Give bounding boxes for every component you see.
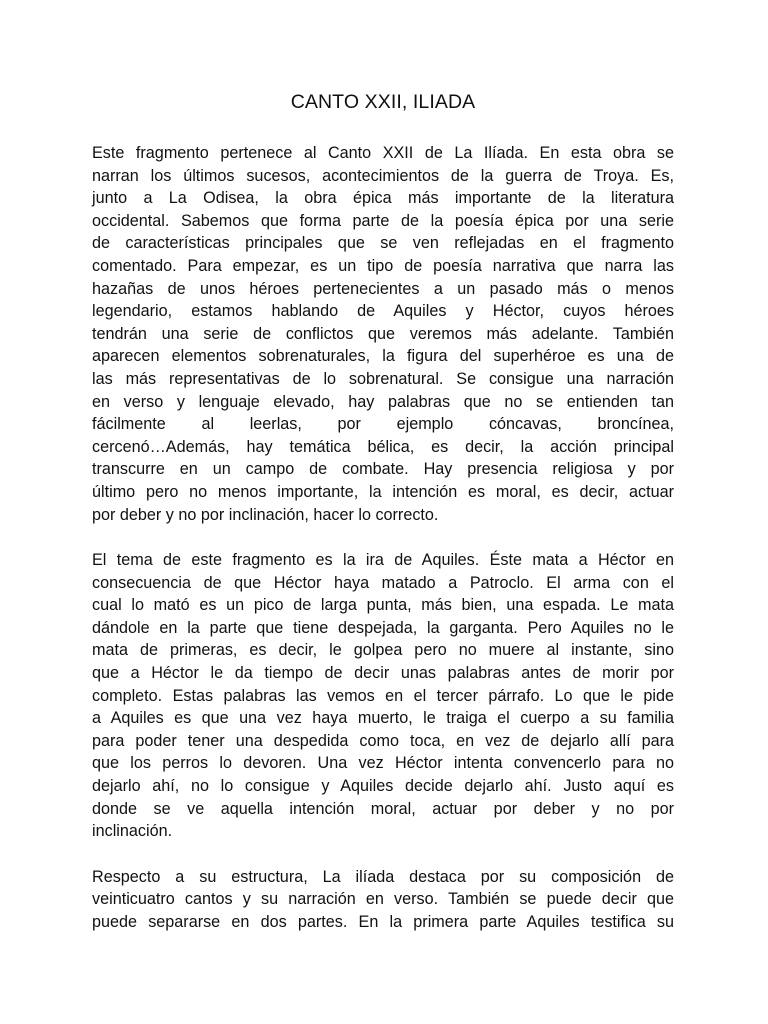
- document-body: [92, 142, 674, 934]
- document-title: CANTO XXII, ILIADA: [290, 91, 476, 113]
- text-line: mata de primeras, es decir, le golpea pero no muere al instante, sino: [92, 641, 674, 660]
- text-line: comentado. Para empezar, es un tipo de poesía narrativa que narra las: [92, 256, 674, 275]
- text-line: en verso y lenguaje elevado, hay palabras que no se entienden tan: [92, 392, 674, 411]
- text-line: Este fragmento pertenece al Canto XXII de La Ilíada. En esta obra se: [92, 144, 674, 162]
- text-line: a Aquiles es que una vez haya muerto, le traiga el cuerpo a su familia: [92, 709, 674, 728]
- text-line: de características principales que se ven reflejadas en el fragmento: [92, 234, 674, 253]
- paragraph: [92, 866, 674, 934]
- text-line: Respecto a su estructura, La ilíada destaca por su composición de: [92, 867, 674, 886]
- text-line: las más representativas de lo sobrenatural. Se consigue una narración: [92, 369, 674, 388]
- text-line: completo. Estas palabras las vemos en el tercer párrafo. Lo que le pide: [92, 686, 674, 705]
- text-line: consecuencia de que Héctor haya matado a Patroclo. El arma con el: [92, 573, 674, 592]
- text-line: hazañas de unos héroes pertenecientes a un pasado más o menos: [92, 279, 674, 298]
- text-line: para poder tener una despedida como toca, en vez de dejarlo allí para: [92, 731, 674, 750]
- text-line: junto a La Odisea, la obra épica más importante de la literatura: [92, 189, 674, 208]
- text-line: que a Héctor le da tiempo de decir unas palabras antes de morir por: [92, 664, 674, 683]
- text-line: fácilmente al leerlas, por ejemplo cóncavas, broncínea,: [92, 415, 674, 434]
- text-line: cual lo mató es un pico de larga punta, más bien, una espada. Le mata: [92, 596, 674, 615]
- text-line: occidental. Sabemos que forma parte de la poesía épica por una serie: [92, 211, 674, 230]
- text-line: El tema de este fragmento es la ira de Aquiles. Éste mata a Héctor en: [92, 551, 674, 570]
- paragraph: [92, 142, 674, 526]
- text-line: dándole en la parte que tiene despejada, la garganta. Pero Aquiles no le: [92, 618, 674, 637]
- text-line: narran los últimos sucesos, acontecimientos de la guerra de Troya. Es,: [92, 166, 674, 185]
- document-page: [92, 88, 674, 957]
- text-line: veinticuatro cantos y su narración en verso. También se puede decir que: [92, 890, 674, 909]
- text-line: tendrán una serie de conflictos que veremos más adelante. También: [92, 324, 674, 343]
- paragraph: [92, 549, 674, 843]
- text-line: inclinación.: [92, 822, 173, 841]
- text-line: último pero no menos importante, la intención es moral, es decir, actuar: [92, 482, 674, 501]
- text-line: transcurre en un campo de combate. Hay presencia religiosa y por: [92, 460, 674, 479]
- text-line: cercenó…Además, hay temática bélica, es decir, la acción principal: [92, 437, 674, 456]
- text-line: donde se ve aquella intención moral, actuar por deber y no por: [92, 799, 674, 818]
- text-line: dejarlo ahí, no lo consigue y Aquiles decide dejarlo ahí. Justo aquí es: [92, 777, 674, 796]
- text-line: legendario, estamos hablando de Aquiles y Héctor, cuyos héroes: [92, 302, 674, 321]
- text-line: puede separarse en dos partes. En la primera parte Aquiles testifica su: [92, 913, 674, 931]
- text-line: por deber y no por inclinación, hacer lo correcto.: [92, 505, 439, 524]
- text-line: aparecen elementos sobrenaturales, la figura del superhéroe es una de: [92, 347, 674, 366]
- text-line: que los perros lo devoren. Una vez Héctor intenta convencerlo para no: [92, 754, 674, 773]
